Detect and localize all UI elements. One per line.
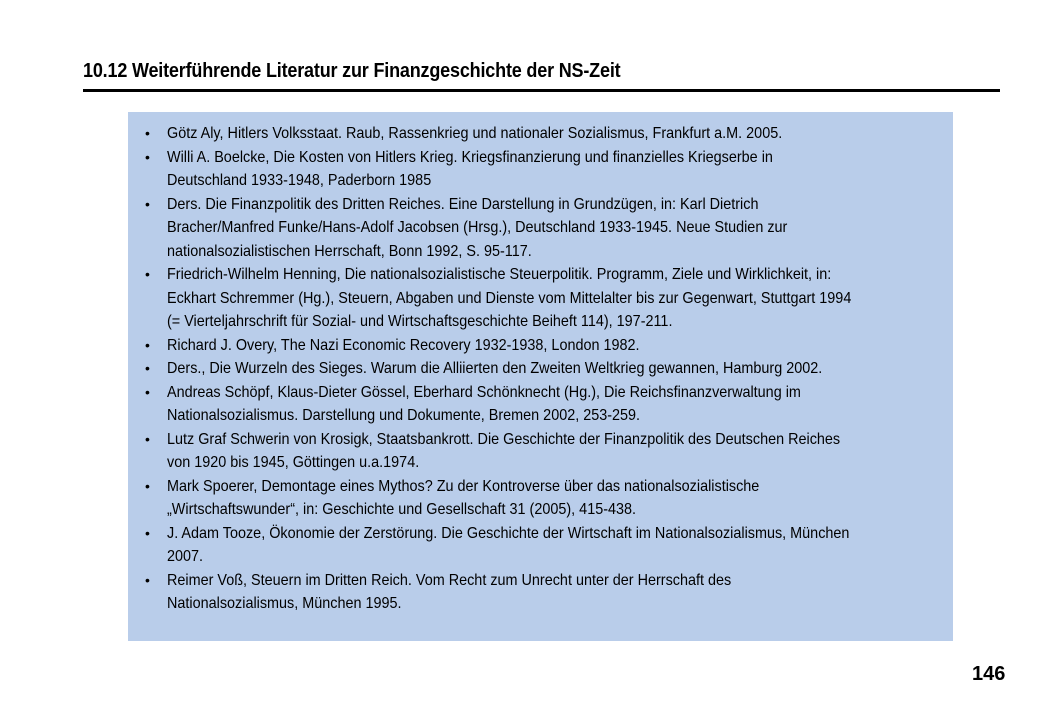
title-divider (83, 89, 1000, 92)
literature-item-line: Willi A. Boelcke, Die Kosten von Hitlers Krieg. Kriegsfinanzierung und finanzielles Kriegserbe in (167, 148, 773, 166)
literature-item-line: Ders., Die Wurzeln des Sieges. Warum die Alliierten den Zweiten Weltkrieg gewannen, Hamburg 2002. (167, 360, 823, 377)
literature-item-line: Richard J. Overy, The Nazi Economic Recovery 1932-1938, London 1982. (167, 336, 640, 354)
literature-item (145, 357, 945, 381)
bullet-icon: • (145, 125, 150, 141)
bullet-icon: • (145, 360, 150, 376)
literature-item (145, 334, 945, 358)
literature-item-line: von 1920 bis 1945, Göttingen u.a.1974. (167, 454, 420, 471)
page-number: 146 (972, 663, 1006, 685)
bullet-icon: • (145, 195, 150, 212)
bullet-icon: • (145, 266, 150, 282)
literature-item-line: Deutschland 1933-1948, Paderborn 1985 (167, 172, 432, 189)
literature-item-line: Lutz Graf Schwerin von Krosigk, Staatsbankrott. Die Geschichte der Finanzpolitik des Deutschen Reiches (167, 430, 841, 448)
literature-item-line: (= Vierteljahrschrift für Sozial- und Wirtschaftsgeschichte Beiheft 114), 197-211. (167, 313, 673, 330)
bullet-icon: • (145, 477, 150, 494)
literature-item-line: Friedrich-Wilhelm Henning, Die nationalsozialistische Steuerpolitik. Programm, Ziele und Wirklichkeit, in: (167, 266, 832, 283)
literature-item-line: Nationalsozialismus. Darstellung und Dokumente, Bremen 2002, 253-259. (167, 407, 641, 424)
literature-item-line: Reimer Voß, Steuern im Dritten Reich. Vom Recht zum Unrecht unter der Herrschaft des (167, 571, 732, 589)
literature-item (145, 381, 945, 428)
literature-item (145, 428, 945, 475)
literature-item-line: Götz Aly, Hitlers Volksstaat. Raub, Rassenkrieg und nationaler Sozialismus, Frankfurt a.M. 2005. (167, 125, 783, 142)
bullet-icon: • (145, 383, 150, 400)
literature-item (145, 475, 945, 522)
literature-item-line: Eckhart Schremmer (Hg.), Steuern, Abgaben und Dienste vom Mittelalter bis zur Gegenwart, Stuttgart 1994 (167, 289, 852, 307)
bullet-icon: • (145, 430, 150, 447)
literature-item-line: nationalsozialistischen Herrschaft, Bonn 1992, S. 95-117. (167, 242, 532, 260)
literature-item-line: 2007. (167, 548, 204, 565)
literature-item-line: J. Adam Tooze, Ökonomie der Zerstörung. Die Geschichte der Wirtschaft im Nationalsozialismus, München (167, 524, 850, 542)
bullet-icon: • (145, 524, 150, 541)
literature-item-line: Nationalsozialismus, München 1995. (167, 595, 402, 612)
page-title: 10.12 Weiterführende Literatur zur Finanzgeschichte der NS-Zeit (83, 60, 621, 82)
literature-item-line: Bracher/Manfred Funke/Hans-Adolf Jacobsen (Hrsg.), Deutschland 1933-1945. Neue Studien zur (167, 219, 788, 236)
literature-item-line: Andreas Schöpf, Klaus-Dieter Gössel, Eberhard Schönknecht (Hg.), Die Reichsfinanzverwaltung im (167, 383, 801, 401)
literature-item (145, 122, 945, 146)
bullet-icon: • (145, 148, 150, 165)
bullet-icon: • (145, 336, 150, 353)
literature-item (145, 522, 945, 569)
literature-item (145, 569, 945, 616)
literature-item (145, 146, 945, 193)
literature-item (145, 193, 945, 264)
literature-item (145, 263, 945, 334)
literature-item-line: Ders. Die Finanzpolitik des Dritten Reiches. Eine Darstellung in Grundzügen, in: Karl Dietrich (167, 195, 759, 213)
literature-box (128, 112, 953, 641)
literature-item-line: „Wirtschaftswunder“, in: Geschichte und Gesellschaft 31 (2005), 415-438. (167, 501, 637, 518)
bullet-icon: • (145, 571, 150, 588)
literature-item-line: Mark Spoerer, Demontage eines Mythos? Zu der Kontroverse über das nationalsozialistische (167, 477, 760, 495)
literature-list (145, 122, 945, 616)
